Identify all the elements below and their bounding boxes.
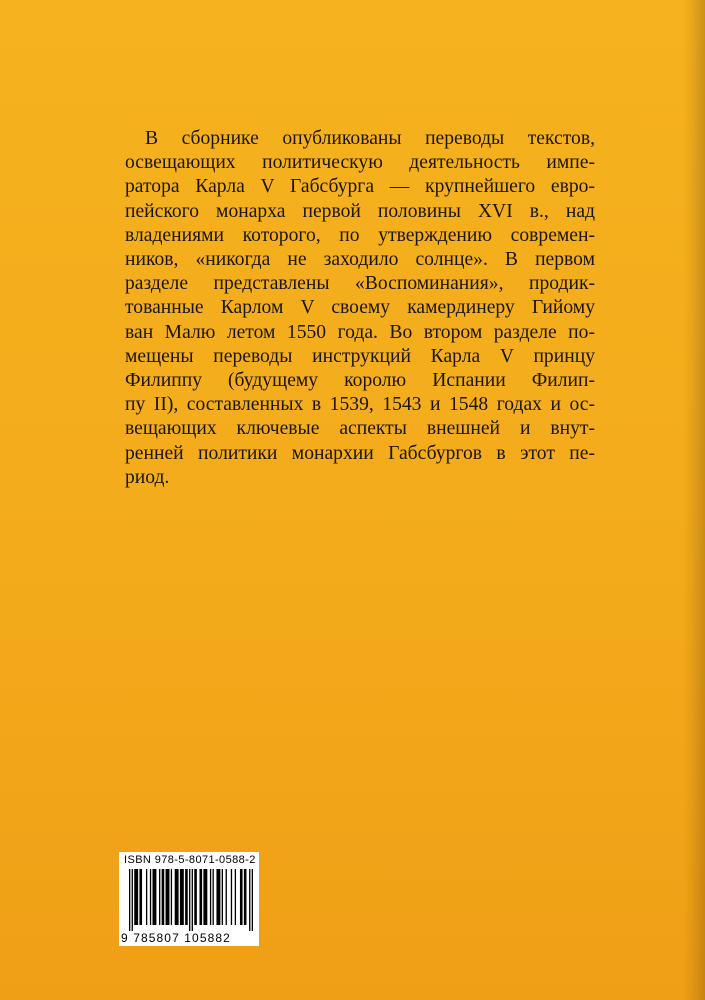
barcode-icon <box>129 869 253 931</box>
barcode-bar <box>129 869 130 931</box>
barcode-bar <box>240 869 243 925</box>
barcode-bar <box>189 869 190 931</box>
annotation-text <box>125 127 595 490</box>
annotation-line: В сборнике опубликованы переводы текстов, <box>145 128 595 149</box>
annotation-line: Филиппу (будущему королю Испании Филип- <box>125 370 595 392</box>
barcode-bar <box>132 869 133 931</box>
barcode-bar <box>185 869 188 925</box>
barcode-bar <box>194 869 197 925</box>
barcode-bar <box>139 869 142 925</box>
annotation-line: тованные Карлом V своему камердинеру Гийому <box>125 297 595 319</box>
barcode-bar <box>222 869 223 925</box>
barcode-bar <box>235 869 236 925</box>
barcode-bar <box>175 869 179 925</box>
barcode-bar <box>199 869 202 925</box>
annotation-line: ников, «никогда не заходило солнце». В первом <box>125 249 595 271</box>
annotation-line: риод. <box>125 466 170 488</box>
annotation-line: разделе представлены «Воспоминания», продик- <box>125 273 595 295</box>
barcode-bar <box>134 869 138 925</box>
barcode-bar <box>244 869 247 925</box>
barcode-bar <box>216 869 220 925</box>
annotation-line: ратора Карла V Габсбурга — крупнейшего евро- <box>125 176 595 198</box>
barcode-bar <box>150 869 151 925</box>
barcode-bar <box>162 869 165 925</box>
annotation-line: ван Малю летом 1550 года. Во втором разделе по- <box>125 321 595 343</box>
barcode-bar <box>252 869 253 931</box>
barcode-bar <box>210 869 211 925</box>
barcode-bar <box>159 869 160 925</box>
barcode-bar <box>249 869 250 931</box>
annotation-line: владениями которого, по утверждению современ- <box>125 224 595 246</box>
barcode-digits: 9 785807 105882 <box>121 931 231 945</box>
barcode-bar <box>226 869 227 925</box>
annotation-line: вещающих ключевые аспекты внешней и внут- <box>125 418 595 440</box>
isbn-label: ISBN 978-5-8071-0588-2 <box>124 854 256 866</box>
annotation-line: пу II), составленных в 1539, 1543 и 1548 годах и ос- <box>125 394 595 416</box>
isbn-barcode <box>119 852 259 946</box>
barcode-bar <box>152 869 156 925</box>
barcode-bar <box>180 869 184 925</box>
barcode-bar <box>192 869 193 931</box>
barcode-bar <box>203 869 207 925</box>
annotation-line: пейского монарха первой половины XVI в., над <box>125 200 595 222</box>
cover-edge-shadow <box>683 0 705 1000</box>
annotation-line: мещены переводы инструкций Карла V принцу <box>125 345 595 367</box>
barcode-bar <box>231 869 232 925</box>
barcode-bar <box>213 869 214 925</box>
barcode-bar <box>171 869 172 925</box>
annotation-line: ренней политики монархии Габсбургов в этот пе- <box>125 442 595 464</box>
barcode-bar <box>146 869 147 925</box>
annotation-line: освещающих политическую деятельность импе- <box>125 152 595 174</box>
barcode-bar <box>166 869 170 925</box>
